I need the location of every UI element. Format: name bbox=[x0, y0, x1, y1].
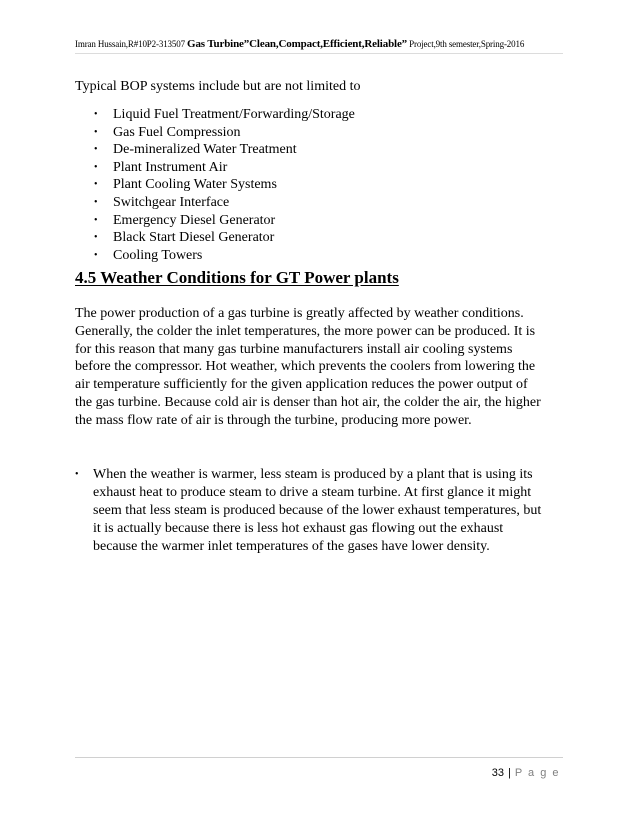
bop-systems-list bbox=[75, 106, 355, 264]
paragraph-line: before the compressor. Hot weather, which prevents the coolers from lowering the bbox=[75, 359, 536, 375]
list-item bbox=[75, 212, 355, 230]
header-title: Gas Turbine”Clean,Compact,Efficient,Reliable” bbox=[187, 38, 408, 50]
bullet-icon: • bbox=[75, 469, 79, 480]
paragraph-line: for this reason that many gas turbine manufacturers install air cooling systems bbox=[75, 341, 513, 357]
list-item bbox=[75, 229, 355, 247]
list-item bbox=[75, 106, 355, 124]
section-heading: 4.5 Weather Conditions for GT Power plants bbox=[75, 268, 399, 287]
bullet-icon: • bbox=[94, 249, 98, 261]
paragraph-line: Generally, the colder the inlet temperatures, the more power can be produced. It is bbox=[75, 323, 536, 339]
weather-paragraph bbox=[75, 305, 575, 430]
bullet-icon: • bbox=[94, 161, 98, 173]
list-item-text: Gas Fuel Compression bbox=[113, 124, 241, 140]
header-divider bbox=[75, 53, 563, 54]
paragraph-line: the mass flow rate of air is through the turbine, producing more power. bbox=[75, 412, 472, 428]
paragraph-line: The power production of a gas turbine is greatly affected by weather conditions. bbox=[75, 306, 524, 321]
list-item-text: Black Start Diesel Generator bbox=[113, 230, 275, 246]
bullet-icon: • bbox=[94, 126, 98, 138]
warm-weather-bullet bbox=[75, 466, 575, 556]
list-item bbox=[75, 194, 355, 212]
paragraph-line: the gas turbine. Because cold air is denser than hot air, the colder the air, the higher bbox=[75, 394, 541, 410]
paragraph-line: because the warmer inlet temperatures of the gases have lower density. bbox=[93, 539, 490, 554]
list-item bbox=[75, 124, 355, 142]
bullet-icon: • bbox=[94, 144, 98, 156]
list-item bbox=[75, 176, 355, 194]
list-item-text: Plant Cooling Water Systems bbox=[113, 177, 277, 193]
page-header bbox=[75, 38, 575, 50]
paragraph-line: seem that less steam is produced because of the lower exhaust temperatures, but bbox=[93, 503, 542, 518]
paragraph-line: air temperature sufficiently for the given application reduces the power output of bbox=[75, 377, 528, 393]
bullet-icon: • bbox=[94, 214, 98, 226]
page-footer bbox=[492, 766, 560, 780]
footer-separator: | bbox=[507, 767, 511, 779]
paragraph-line: exhaust heat to produce steam to drive a steam turbine. At first glance it might bbox=[93, 485, 532, 500]
list-item-text: Cooling Towers bbox=[113, 247, 203, 263]
list-item-text: Liquid Fuel Treatment/Forwarding/Storage bbox=[113, 107, 355, 122]
bullet-icon: • bbox=[94, 109, 98, 120]
page-label: P a g e bbox=[514, 767, 560, 779]
bullet-icon: • bbox=[94, 179, 98, 191]
header-project: Project,9th semester,Spring-2016 bbox=[407, 39, 525, 49]
list-item-text: De-mineralized Water Treatment bbox=[113, 142, 297, 158]
list-item bbox=[75, 159, 355, 177]
list-item bbox=[75, 141, 355, 159]
paragraph-line: When the weather is warmer, less steam is produced by a plant that is using its bbox=[93, 467, 533, 482]
list-item-text: Switchgear Interface bbox=[113, 194, 230, 210]
list-item bbox=[75, 247, 355, 265]
header-author: Imran Hussain,R#10P2-313507 bbox=[75, 39, 188, 49]
paragraph-line: it is actually because there is less hot exhaust gas flowing out the exhaust bbox=[93, 521, 504, 536]
intro-text: Typical BOP systems include but are not limited to bbox=[75, 79, 361, 94]
list-item-text: Emergency Diesel Generator bbox=[113, 212, 276, 228]
page-number: 33 bbox=[491, 767, 504, 779]
bullet-icon: • bbox=[94, 232, 98, 244]
list-item-text: Plant Instrument Air bbox=[113, 159, 228, 175]
bullet-icon: • bbox=[94, 196, 98, 208]
footer-divider bbox=[75, 757, 563, 758]
